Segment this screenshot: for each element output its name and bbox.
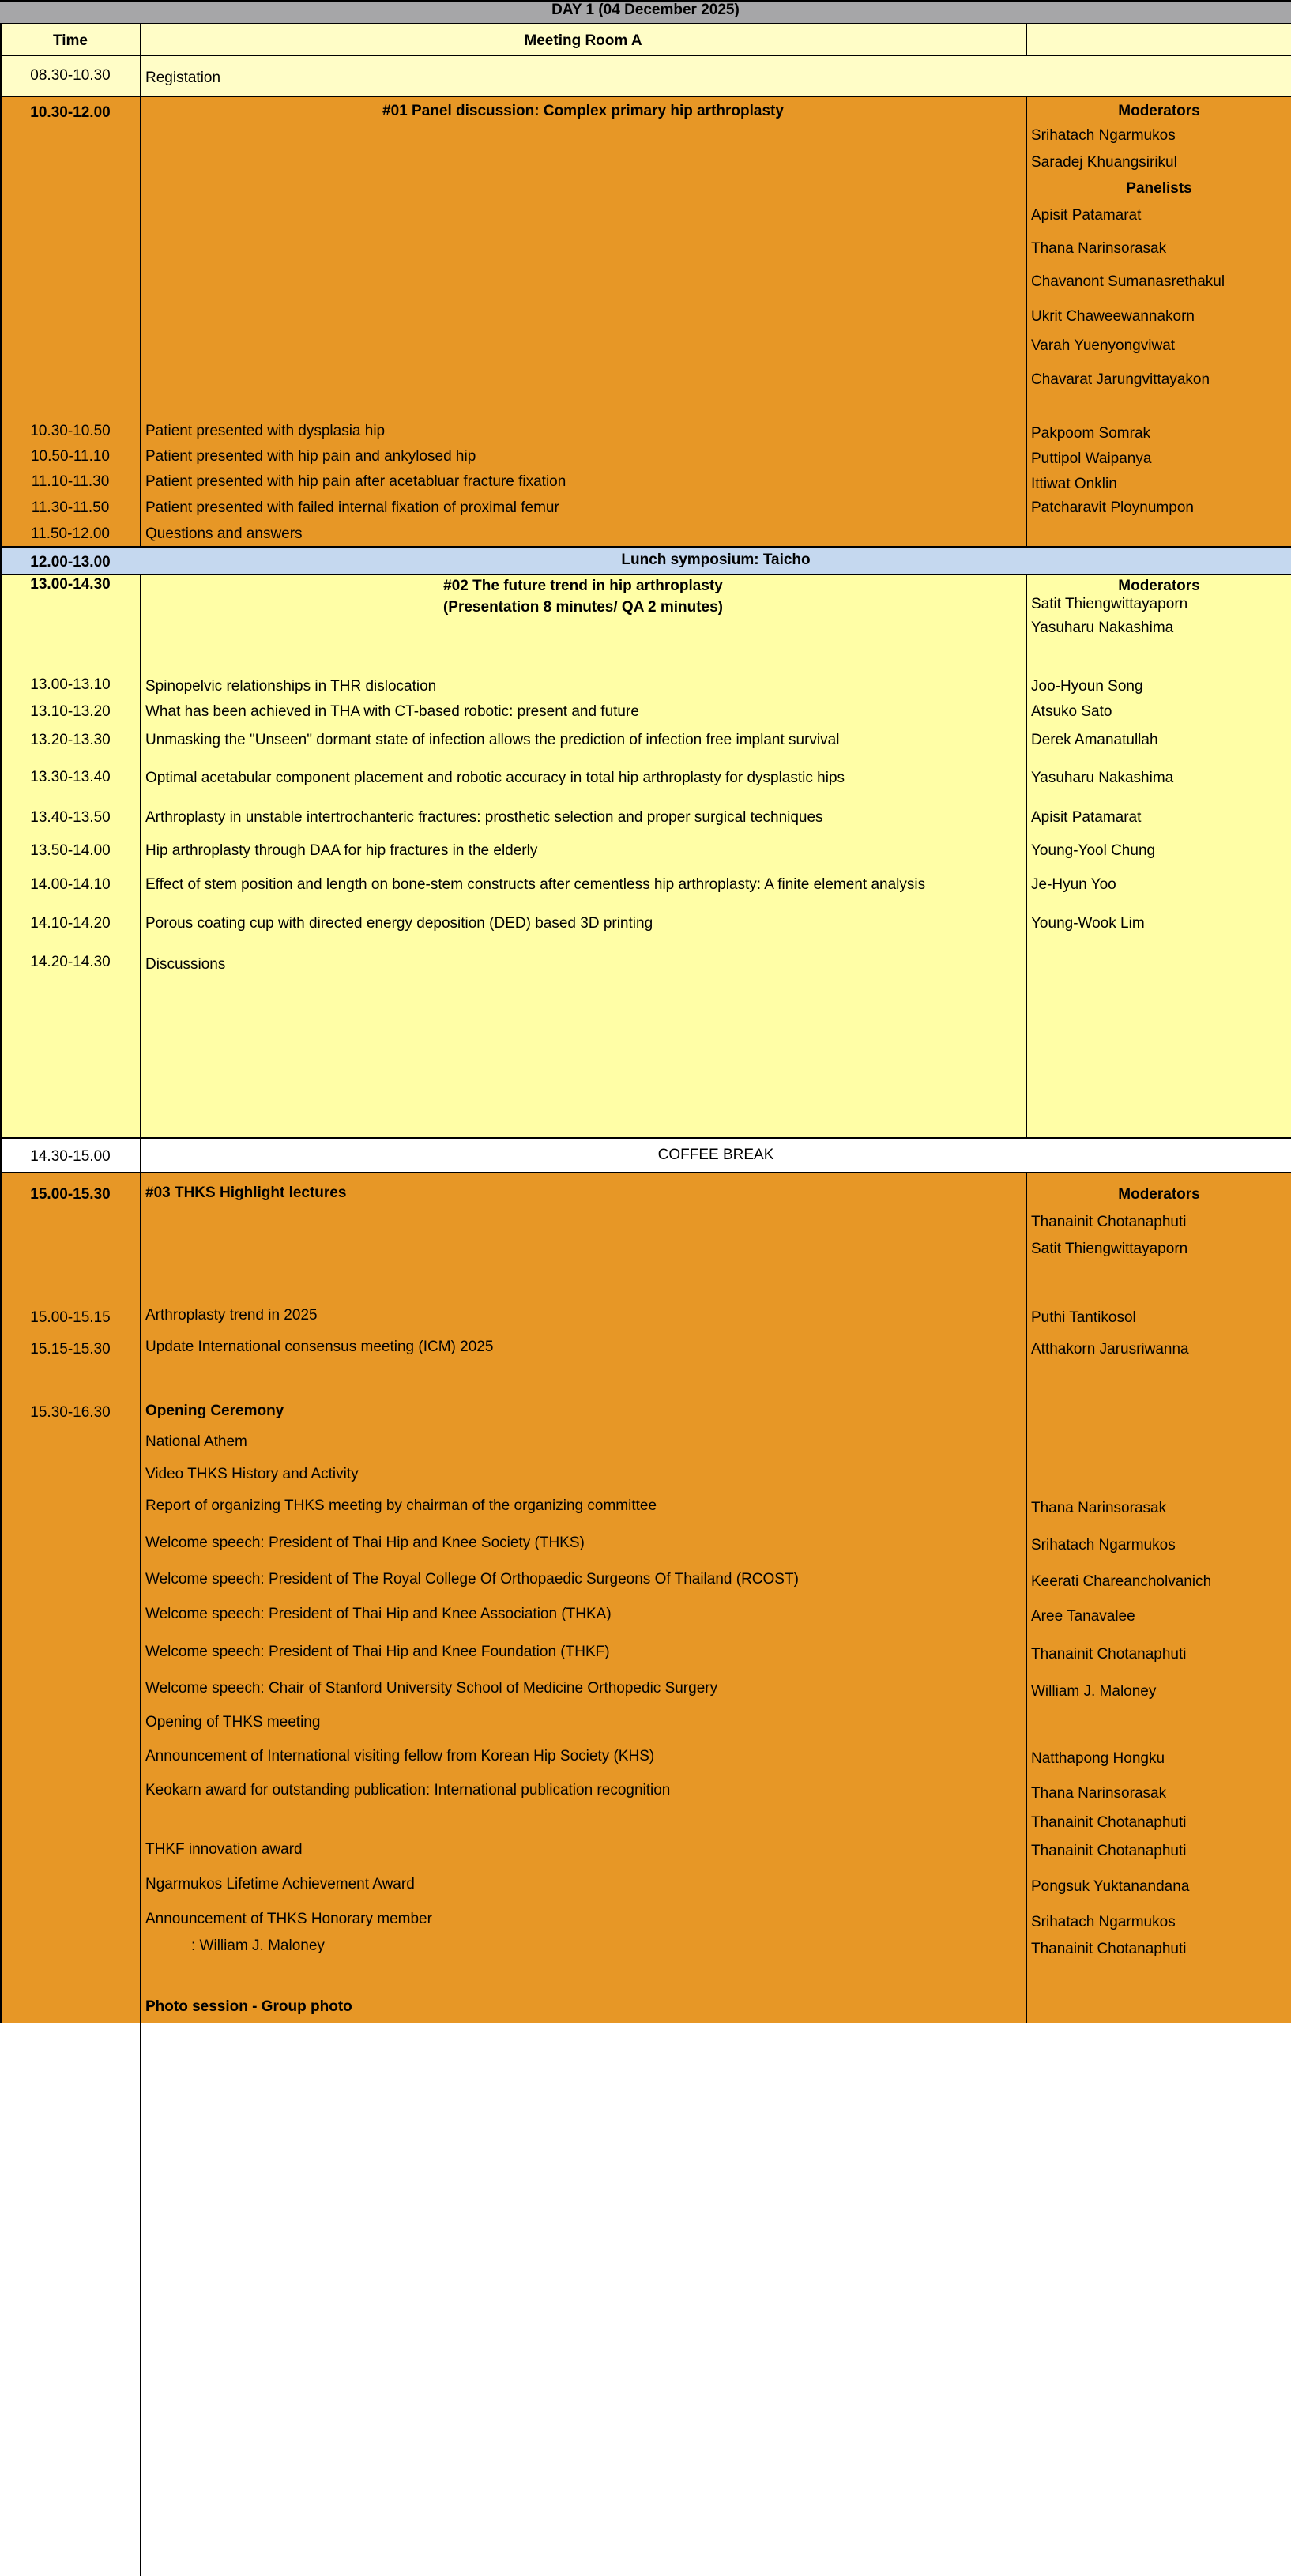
ceremony-title: Opening Ceremony bbox=[145, 1403, 284, 1419]
item-title: Update International consensus meeting (ICM) 2025 bbox=[145, 1339, 494, 1355]
rule bbox=[0, 546, 1291, 548]
session3-title: #03 THKS Highlight lectures bbox=[145, 1184, 347, 1201]
session1-time: 10.30-12.00 bbox=[30, 104, 111, 121]
panelist-name: Chavarat Jarungvittayakon bbox=[1031, 371, 1210, 388]
item-title: Unmasking the "Unseen" dormant state of infection allows the prediction of infection free implant survival bbox=[145, 732, 840, 748]
rule bbox=[140, 574, 141, 2576]
ceremony-item: Report of organizing THKS meeting by chairman of the organizing committee bbox=[145, 1497, 657, 1514]
item-time: 13.10-13.20 bbox=[30, 703, 111, 720]
item-time: 13.20-13.30 bbox=[30, 732, 111, 748]
rule bbox=[1026, 96, 1027, 547]
ceremony-speaker: Keerati Chareancholvanich bbox=[1031, 1573, 1212, 1590]
item-time: 11.50-12.00 bbox=[30, 525, 110, 542]
panelist-name: Apisit Patamarat bbox=[1031, 207, 1142, 224]
item-title: Patient presented with hip pain after acetabluar fracture fixation bbox=[145, 473, 566, 490]
item-title: Porous coating cup with directed energy deposition (DED) based 3D printing bbox=[145, 915, 653, 932]
item-time: 13.40-13.50 bbox=[30, 809, 111, 826]
item-title: Optimal acetabular component placement and robotic accuracy in total hip arthroplasty for dysplastic hips bbox=[145, 770, 845, 786]
moderator-name: Saradej Khuangsirikul bbox=[1031, 154, 1177, 171]
moderator-name: Thanainit Chotanaphuti bbox=[1031, 1214, 1187, 1230]
item-time: 13.00-13.10 bbox=[30, 676, 111, 693]
item-title: Arthroplasty trend in 2025 bbox=[145, 1307, 318, 1324]
item-speaker: Patcharavit Ploynumpon bbox=[1031, 499, 1194, 516]
item-speaker: Yasuharu Nakashima bbox=[1031, 770, 1174, 786]
header-room: Meeting Room A bbox=[524, 32, 642, 49]
item-time: 13.50-14.00 bbox=[30, 842, 111, 859]
header-time: Time bbox=[52, 32, 88, 49]
ceremony-item: Announcement of THKS Honorary member bbox=[145, 1911, 432, 1927]
registration-time: 08.30-10.30 bbox=[30, 67, 111, 84]
item-time: 11.10-11.30 bbox=[31, 473, 110, 490]
item-title: Effect of stem position and length on bone-stem constructs after cementless hip arthroplasty: A finite element analysis bbox=[145, 876, 926, 893]
item-speaker: Ittiwat Onklin bbox=[1031, 476, 1117, 492]
moderators-label: Moderators bbox=[1118, 103, 1200, 119]
item-title: Hip arthroplasty through DAA for hip fractures in the elderly bbox=[145, 842, 538, 859]
ceremony-time: 15.30-16.30 bbox=[30, 1404, 111, 1421]
panelists-label: Panelists bbox=[1126, 180, 1192, 197]
item-title: Questions and answers bbox=[145, 525, 303, 542]
ceremony-speaker: Aree Tanavalee bbox=[1031, 1608, 1135, 1625]
ceremony-item: Welcome speech: President of Thai Hip and Knee Foundation (THKF) bbox=[145, 1644, 610, 1660]
item-speaker: Apisit Patamarat bbox=[1031, 809, 1142, 826]
rule bbox=[0, 24, 2, 2023]
item-title: Patient presented with hip pain and ankylosed hip bbox=[145, 448, 476, 465]
rule bbox=[1026, 1173, 1027, 2023]
panelist-name: Varah Yuenyongviwat bbox=[1031, 337, 1176, 354]
item-time: 15.00-15.15 bbox=[30, 1309, 111, 1326]
item-speaker: Puthi Tantikosol bbox=[1031, 1309, 1136, 1326]
rule bbox=[1026, 574, 1027, 1138]
ceremony-item: Welcome speech: President of Thai Hip and Knee Society (THKS) bbox=[145, 1535, 585, 1551]
coffee-title: COFFEE BREAK bbox=[657, 1147, 774, 1163]
moderators-label: Moderators bbox=[1118, 1186, 1200, 1203]
coffee-time: 14.30-15.00 bbox=[30, 1148, 111, 1165]
item-speaker: Derek Amanatullah bbox=[1031, 732, 1158, 748]
item-speaker: Young-Wook Lim bbox=[1031, 915, 1145, 932]
item-time: 14.10-14.20 bbox=[30, 915, 111, 932]
rule bbox=[0, 96, 1291, 97]
item-speaker: Je-Hyun Yoo bbox=[1031, 876, 1116, 893]
item-title: Arthroplasty in unstable intertrochanteric fractures: prosthetic selection and proper surgical techniques bbox=[145, 809, 823, 826]
item-speaker: Pakpoom Somrak bbox=[1031, 425, 1151, 442]
day-title: DAY 1 (04 December 2025) bbox=[551, 2, 740, 18]
item-time: 14.00-14.10 bbox=[30, 876, 111, 893]
ceremony-item: THKF innovation award bbox=[145, 1841, 303, 1858]
item-time: 10.50-11.10 bbox=[30, 448, 110, 465]
ceremony-speaker: Thana Narinsorasak bbox=[1031, 1500, 1167, 1516]
ceremony-speaker: Pongsuk Yuktanandana bbox=[1031, 1878, 1190, 1895]
session2-title: #02 The future trend in hip arthroplasty bbox=[443, 578, 723, 594]
session3-time: 15.00-15.30 bbox=[30, 1186, 111, 1203]
item-speaker: Puttipol Waipanya bbox=[1031, 450, 1152, 467]
ceremony-speaker: Thanainit Chotanaphuti bbox=[1031, 1814, 1187, 1831]
moderator-name: Satit Thiengwittayaporn bbox=[1031, 596, 1188, 612]
ceremony-item: National Athem bbox=[145, 1433, 247, 1450]
ceremony-speaker: William J. Maloney bbox=[1031, 1683, 1157, 1700]
session2-time: 13.00-14.30 bbox=[30, 576, 111, 593]
ceremony-item: : William J. Maloney bbox=[191, 1938, 325, 1954]
ceremony-item: Photo session - Group photo bbox=[145, 1998, 352, 2015]
ceremony-item: Ngarmukos Lifetime Achievement Award bbox=[145, 1876, 415, 1892]
session1-title: #01 Panel discussion: Complex primary hip arthroplasty bbox=[382, 103, 784, 119]
item-time: 13.30-13.40 bbox=[30, 769, 111, 785]
ceremony-item: Video THKS History and Activity bbox=[145, 1466, 359, 1482]
moderator-name: Satit Thiengwittayaporn bbox=[1031, 1241, 1188, 1257]
item-speaker: Joo-Hyoun Song bbox=[1031, 678, 1143, 695]
ceremony-speaker: Natthapong Hongku bbox=[1031, 1750, 1165, 1767]
rule bbox=[1026, 24, 1027, 55]
ceremony-item: Opening of THKS meeting bbox=[145, 1714, 321, 1731]
ceremony-item: Keokarn award for outstanding publication: International publication recognition bbox=[145, 1782, 671, 1798]
item-title: What has been achieved in THA with CT-based robotic: present and future bbox=[145, 703, 639, 720]
ceremony-speaker: Thanainit Chotanaphuti bbox=[1031, 1843, 1187, 1859]
lunch-time: 12.00-13.00 bbox=[30, 554, 111, 571]
item-time: 10.30-10.50 bbox=[30, 423, 111, 439]
item-title: Spinopelvic relationships in THR dislocation bbox=[145, 678, 437, 695]
item-time: 11.30-11.50 bbox=[31, 499, 110, 516]
item-title: Patient presented with dysplasia hip bbox=[145, 423, 386, 439]
item-title: Patient presented with failed internal fixation of proximal femur bbox=[145, 499, 559, 516]
ceremony-speaker: Srihatach Ngarmukos bbox=[1031, 1914, 1176, 1930]
moderator-name: Yasuharu Nakashima bbox=[1031, 620, 1174, 636]
panelist-name: Ukrit Chaweewannakorn bbox=[1031, 308, 1195, 325]
ceremony-speaker: Srihatach Ngarmukos bbox=[1031, 1537, 1176, 1554]
rule bbox=[0, 1137, 1291, 1139]
registration-title: Registation bbox=[145, 70, 221, 86]
panelist-name: Chavanont Sumanasrethakul bbox=[1031, 273, 1225, 290]
lunch-title: Lunch symposium: Taicho bbox=[621, 552, 811, 568]
rule bbox=[0, 1172, 1291, 1173]
ceremony-item: Welcome speech: President of The Royal College Of Orthopaedic Surgeons Of Thailand (RCOST) bbox=[145, 1571, 799, 1587]
ceremony-speaker: Thana Narinsorasak bbox=[1031, 1785, 1167, 1802]
item-speaker: Young-Yool Chung bbox=[1031, 842, 1156, 859]
moderator-name: Srihatach Ngarmukos bbox=[1031, 127, 1176, 144]
ceremony-item: Welcome speech: Chair of Stanford University School of Medicine Orthopedic Surgery bbox=[145, 1680, 718, 1697]
panelist-name: Thana Narinsorasak bbox=[1031, 240, 1167, 257]
ceremony-item: Announcement of International visiting fellow from Korean Hip Society (KHS) bbox=[145, 1748, 655, 1764]
item-time: 14.20-14.30 bbox=[30, 954, 111, 970]
item-speaker: Atsuko Sato bbox=[1031, 703, 1112, 720]
ceremony-speaker: Thanainit Chotanaphuti bbox=[1031, 1646, 1187, 1663]
item-time: 15.15-15.30 bbox=[30, 1341, 111, 1358]
moderators-label: Moderators bbox=[1118, 578, 1200, 594]
item-title: Discussions bbox=[145, 956, 226, 973]
rule bbox=[0, 574, 1291, 575]
ceremony-speaker: Thanainit Chotanaphuti bbox=[1031, 1941, 1187, 1957]
ceremony-item: Welcome speech: President of Thai Hip and Knee Association (THKA) bbox=[145, 1606, 612, 1622]
session2-subtitle: (Presentation 8 minutes/ QA 2 minutes) bbox=[442, 599, 724, 616]
rule bbox=[0, 23, 1291, 24]
rule bbox=[0, 55, 1291, 56]
item-speaker: Atthakorn Jarusriwanna bbox=[1031, 1341, 1189, 1358]
